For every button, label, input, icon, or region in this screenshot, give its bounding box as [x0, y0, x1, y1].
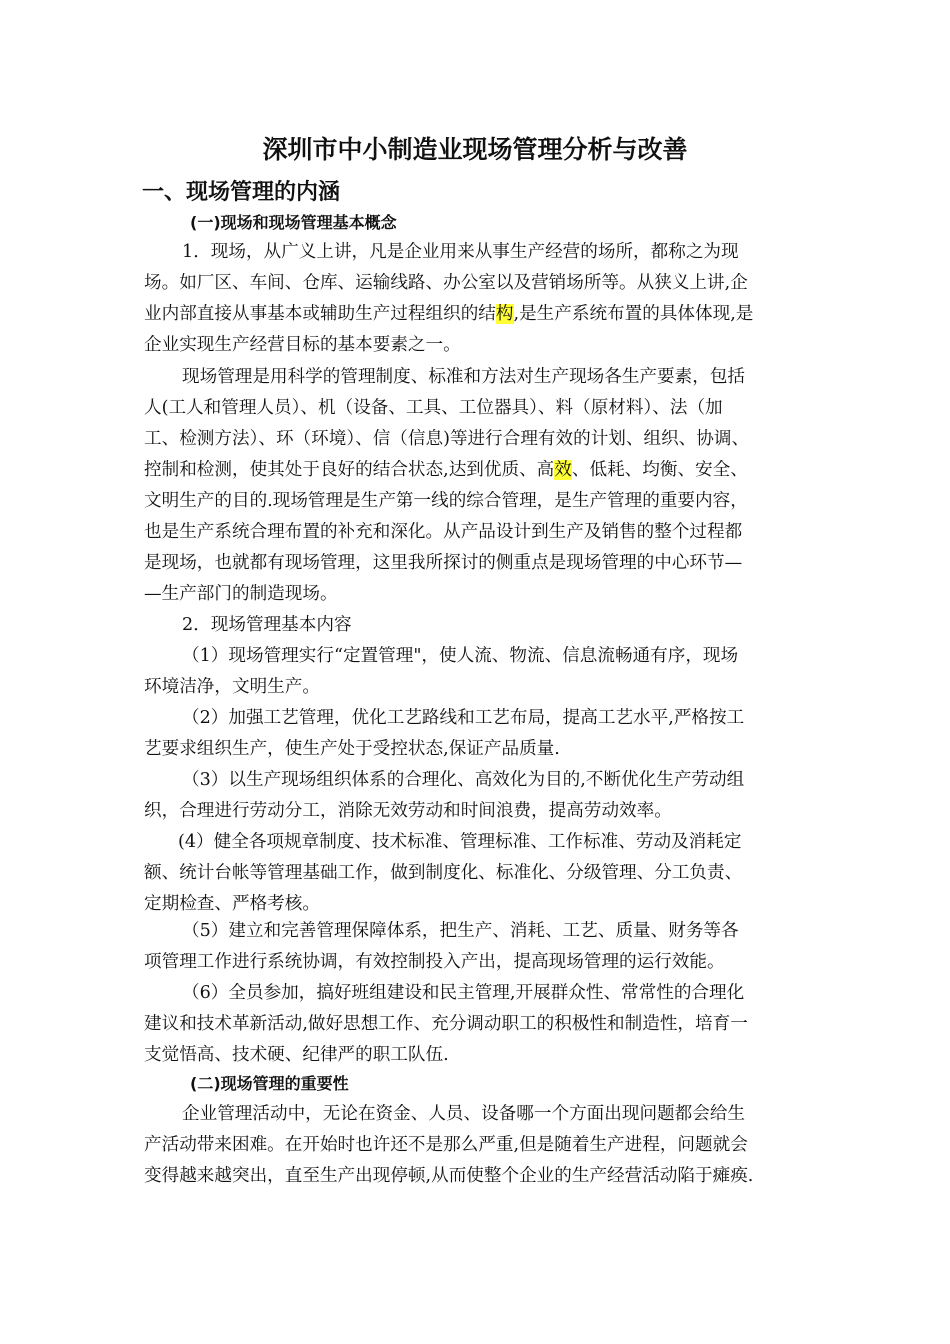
text-line: 产活动带来困难。在开始时也许还不是那么严重,但是随着生产进程，问题就会	[144, 1135, 748, 1155]
text-line: 场。如厂区、车间、仓库、运输线路、办公室以及营销场所等。从狭义上讲,企	[144, 273, 748, 293]
text-line: 是现场，也就都有现场管理，这里我所探讨的侧重点是现场管理的中心环节—	[144, 553, 743, 573]
text-run: 控制和检测，使其处于良好的结合状态,达到优质、高	[144, 460, 555, 480]
list-item-4	[144, 827, 814, 920]
paragraph-importance	[144, 1099, 814, 1192]
highlighted-text: 效	[554, 460, 572, 480]
list-item-3	[144, 765, 814, 827]
highlighted-text: 构	[495, 304, 514, 324]
text-run: ,是生产系统布置的具体体现,是	[513, 304, 754, 324]
list-item-5	[144, 916, 814, 978]
text-line: 定期检查、严格考核。	[144, 894, 320, 914]
text-line: （1）现场管理实行“定置管理"，使人流、物流、信息流畅通有序，现场	[182, 646, 739, 666]
text-line	[144, 455, 814, 486]
text-line: 艺要求组织生产，使生产处于受控状态,保证产品质量.	[144, 739, 560, 759]
text-line: —生产部门的制造现场。	[144, 584, 338, 604]
text-line: 建议和技术革新活动,做好思想工作、充分调动职工的积极性和制造性，培育一	[144, 1014, 748, 1034]
text-run: 、低耗、均衡、安全、	[571, 460, 748, 480]
text-line: （2）加强工艺管理，优化工艺路线和工艺布局，提高工艺水平,严格按工	[182, 708, 745, 728]
text-line: 企业管理活动中，无论在资金、人员、设备哪一个方面出现问题都会给生	[182, 1104, 746, 1124]
text-line: (4）健全各项规章制度、技术标准、管理标准、工作标准、劳动及消耗定	[178, 832, 742, 852]
list-item-6	[144, 978, 814, 1071]
list-item-2	[144, 703, 814, 765]
text-line: （6）全员参加，搞好班组建设和民主管理,开展群众性、常常性的合理化	[182, 983, 745, 1003]
text-line: 文明生产的目的.现场管理是生产第一线的综合管理，是生产管理的重要内容，	[144, 491, 748, 511]
paragraph-site-definition	[144, 237, 814, 361]
text-run: 业内部直接从事基本或辅助生产过程组织的结	[144, 304, 496, 324]
text-line: 1．现场，从广义上讲，凡是企业用来从事生产经营的场所，都称之为现	[182, 242, 739, 262]
text-line: （5）建立和完善管理保障体系，把生产、消耗、工艺、质量、财务等各	[182, 921, 739, 941]
subsection-heading: (一)现场和现场管理基本概念	[190, 213, 397, 232]
paragraph-basic-content	[144, 610, 814, 641]
paragraph-site-management	[144, 362, 814, 610]
subsection-heading: (二)现场管理的重要性	[190, 1074, 349, 1093]
text-line: 支觉悟高、技术硬、纪律严的职工队伍.	[144, 1045, 449, 1065]
text-line: 项管理工作进行系统协调，有效控制投入产出，提高现场管理的运行效能。	[144, 952, 725, 972]
text-line	[144, 299, 814, 330]
text-line: 企业实现生产经营目标的基本要素之一。	[144, 335, 461, 355]
list-item-1	[144, 641, 814, 703]
text-line: 2．现场管理基本内容	[182, 615, 352, 635]
document-title: 深圳市中小制造业现场管理分析与改善	[262, 135, 688, 164]
text-line: 人(工人和管理人员）、机（设备、工具、工位器具）、料（原材料）、法（加	[144, 398, 723, 418]
text-line: 现场管理是用科学的管理制度、标准和方法对生产现场各生产要素，包括	[182, 367, 746, 387]
section-heading: 一、现场管理的内涵	[142, 180, 341, 205]
text-line: 织，合理进行劳动分工，消除无效劳动和时间浪费，提高劳动效率。	[144, 801, 672, 821]
text-line: 也是生产系统合理布置的补充和深化。从产品设计到生产及销售的整个过程都	[144, 522, 743, 542]
text-line: 环境洁净，文明生产。	[144, 677, 320, 697]
text-line: 变得越来越突出，直至生产出现停顿,从而使整个企业的生产经营活动陷于瘫痪.	[144, 1166, 754, 1186]
text-line: 工、检测方法）、环（环境）、信（信息)等进行合理有效的计划、组织、协调、	[144, 429, 750, 449]
text-line: （3）以生产现场组织体系的合理化、高效化为目的,不断优化生产劳动组	[182, 770, 745, 790]
text-line: 额、统计台帐等管理基础工作，做到制度化、标准化、分级管理、分工负责、	[144, 863, 743, 883]
